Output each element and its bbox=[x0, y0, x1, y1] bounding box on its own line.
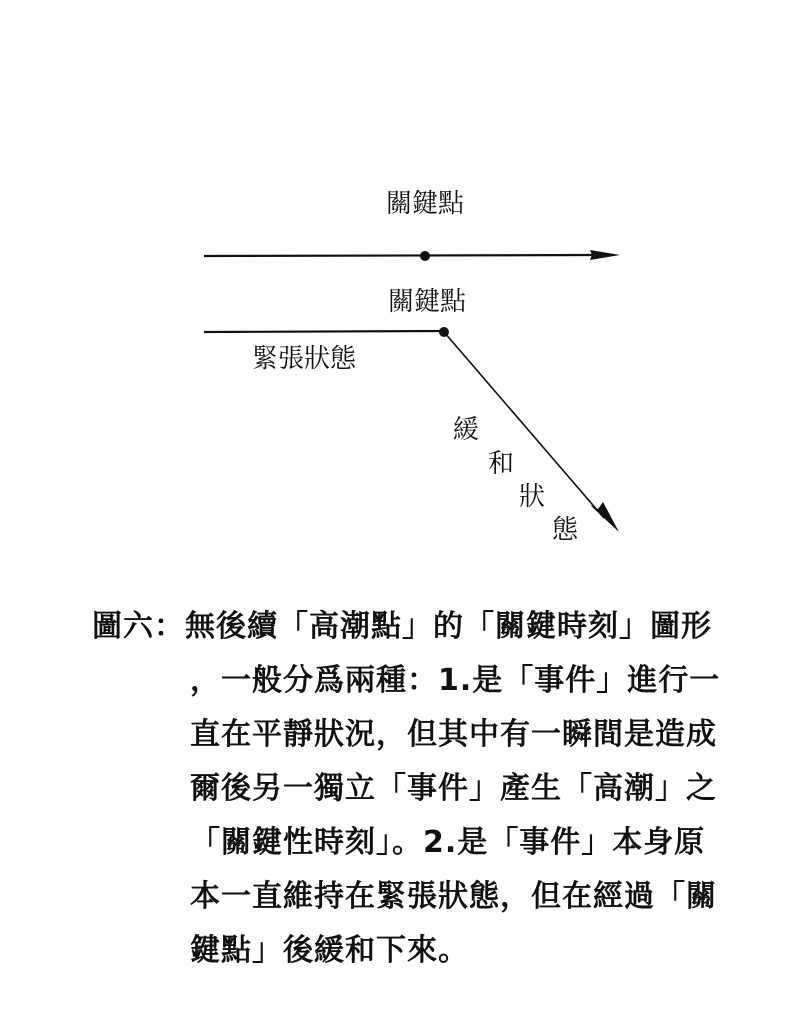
easing-char-4: 態 bbox=[551, 515, 579, 545]
bottom-key-point-label: 關鍵點 bbox=[387, 287, 467, 317]
caption-line-6: 本一直維持在緊張狀態，但在經過「關 bbox=[190, 879, 717, 914]
easing-char-2: 和 bbox=[487, 449, 515, 479]
caption-line-7: 鍵點」後緩和下來。 bbox=[190, 933, 469, 968]
bottom-key-point-dot bbox=[439, 327, 449, 337]
easing-char-3: 狀 bbox=[518, 482, 546, 512]
top-arrowhead bbox=[590, 250, 620, 260]
caption-line-2: ，一般分爲兩種：1.是「事件」進行一 bbox=[190, 663, 721, 698]
tension-state-label: 緊張狀態 bbox=[252, 344, 357, 374]
caption-line-3: 直在平靜狀況，但其中有一瞬間是造成 bbox=[190, 717, 717, 752]
caption-line-4: 爾後另一獨立「事件」產生「高潮」之 bbox=[190, 771, 717, 806]
caption-line-1: 圖六：無後續「高潮點」的「關鍵時刻」圖形 bbox=[92, 609, 712, 644]
caption-line-5: 「關鍵性時刻」。2.是「事件」本身原 bbox=[190, 825, 706, 860]
tension-line bbox=[204, 331, 444, 332]
top-key-point-dot bbox=[420, 251, 430, 261]
top-key-point-label: 關鍵點 bbox=[385, 189, 465, 219]
easing-char-1: 緩 bbox=[452, 415, 480, 445]
top-timeline-line bbox=[204, 255, 600, 256]
